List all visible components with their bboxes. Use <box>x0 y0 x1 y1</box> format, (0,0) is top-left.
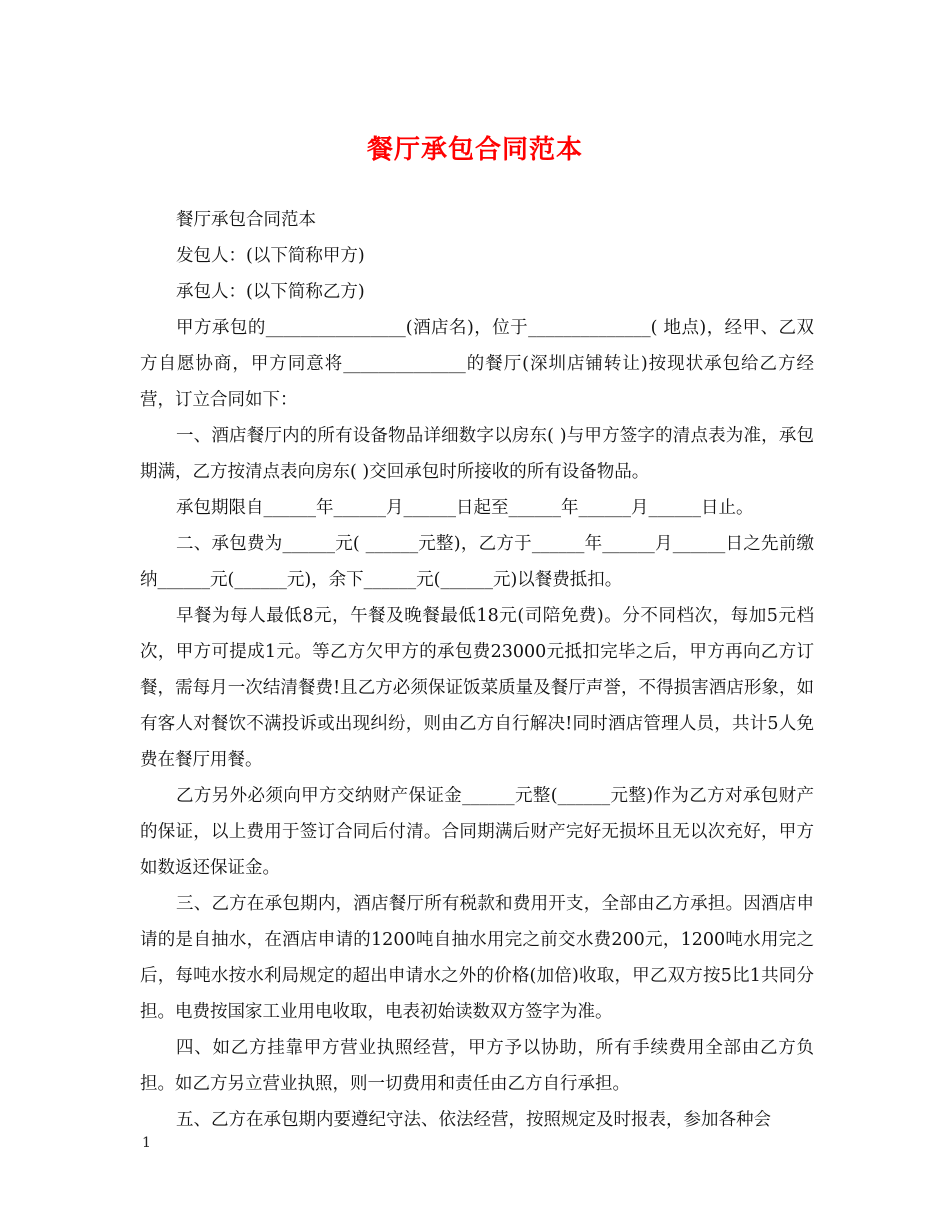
document-body <box>140 202 814 1138</box>
paragraph-clause-5: 五、乙方在承包期内要遵纪守法、依法经营，按照规定及时报表，参加各种会 <box>176 1110 771 1130</box>
paragraph-clause-4: 四、如乙方挂靠甲方营业执照经营，甲方予以协助，所有手续费用全部由乙方负担。如乙方另立营业执照，则一切费用和责任由乙方自行承担。 <box>140 1038 814 1094</box>
paragraph-clause-1: 一、酒店餐厅内的所有设备物品详细数字以房东( )与甲方签字的清点表为准，承包期满，乙方按清点表向房东( )交回承包时所接收的所有设备物品。 <box>140 426 814 482</box>
paragraph-contractee: 承包人：(以下简称乙方) <box>176 282 365 302</box>
document-title: 餐厅承包合同范本 <box>366 135 583 165</box>
paragraph-term: 承包期限自______年______月______日起至______年______月______日止。 <box>176 498 754 518</box>
paragraph-meal-pricing: 早餐为每人最低8元，午餐及晚餐最低18元(司陪免费)。分不同档次，每加5元档次，甲方可提成1元。等乙方欠甲方的承包费23000元抵扣完毕之后，甲方再向乙方订餐，需每月一次结清餐费!且乙方必须保证饭菜质量及餐厅声誉，不得损害酒店形象，如有客人对餐饮不满投诉或出现纠纷，则由乙方自行解决!同时酒店管理人员，共计5人免费在餐厅用餐。 <box>140 606 814 770</box>
paragraph-clause-3: 三、乙方在承包期内，酒店餐厅所有税款和费用开支，全部由乙方承担。因酒店申请的是自抽水，在酒店申请的1200吨自抽水用完之前交水费200元，1200吨水用完之后，每吨水按水利局规定的超出申请水之外的价格(加倍)收取，甲乙双方按5比1共同分担。电费按国家工业用电收取，电表初始读数双方签字为准。 <box>140 894 814 1022</box>
paragraph-contractor: 发包人：(以下简称甲方) <box>176 246 365 266</box>
paragraph-deposit: 乙方另外必须向甲方交纳财产保证金______元整(______元整)作为乙方对承包财产的保证，以上费用于签订合同后付清。合同期满后财产完好无损坏且无以次充好，甲方如数返还保证金。 <box>140 786 814 878</box>
paragraph-heading-repeat: 餐厅承包合同范本 <box>176 210 316 230</box>
paragraph-clause-2: 二、承包费为______元( ______元整)，乙方于______年______月______日之先前缴纳______元(______元)，余下______元(______元)以餐费抵扣。 <box>140 534 814 590</box>
paragraph-preamble: 甲方承包的________________(酒店名)，位于______________( 地点)，经甲、乙双方自愿协商，甲方同意将______________的餐厅(深圳店铺转让)按现状承包给乙方经营，订立合同如下： <box>140 318 814 410</box>
page-number: 1 <box>142 1135 151 1151</box>
